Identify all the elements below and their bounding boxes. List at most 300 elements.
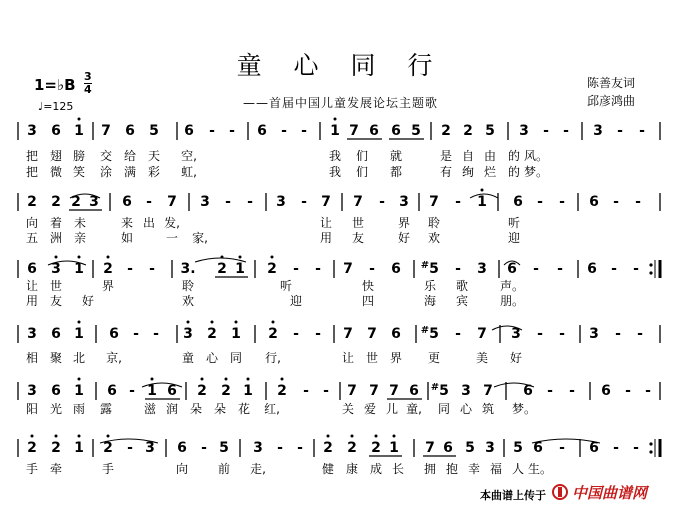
lyric-syllable: 微	[49, 165, 63, 179]
note: 2	[71, 194, 81, 210]
lyric-syllable: 爱	[363, 402, 377, 416]
note: 2	[441, 123, 451, 139]
note: 2	[221, 383, 231, 399]
dash-hold: -	[543, 123, 549, 139]
note: 2	[371, 440, 381, 456]
dash-hold: -	[127, 261, 133, 277]
lyric-syllable: 听	[279, 279, 293, 293]
note: 2	[27, 440, 37, 456]
lyric-syllable: 歌	[455, 279, 469, 293]
dash-hold: -	[129, 383, 135, 399]
lyric-syllable: 绚	[461, 165, 475, 179]
octave-up-dot	[78, 321, 81, 324]
lyric-syllable: 世	[365, 351, 379, 365]
note: 1	[74, 261, 84, 277]
lyric-syllable: 阳	[25, 402, 39, 416]
dash-hold: -	[613, 194, 619, 210]
note: 6	[125, 123, 135, 139]
lyric-syllable: 好	[81, 294, 95, 308]
lyric-syllable: 们	[355, 165, 369, 179]
octave-up-dot	[272, 321, 275, 324]
lyric-syllable: 虹,	[181, 165, 197, 179]
sharp-accidental: #	[420, 325, 430, 336]
lyric-syllable: 界	[389, 351, 403, 365]
note: 1	[74, 440, 84, 456]
lyric-syllable: 光	[49, 402, 63, 416]
lyric-syllable: 朋。	[499, 294, 525, 308]
lyric-syllable: 界	[397, 216, 411, 230]
lyric-syllable: 如	[120, 231, 134, 245]
lyric-syllable: 迎	[507, 231, 521, 245]
note: 6	[369, 123, 379, 139]
lyric-syllable: 红,	[264, 402, 280, 416]
note: 6	[587, 261, 597, 277]
dash-hold: -	[455, 261, 461, 277]
note: 6	[391, 261, 401, 277]
note: 3	[511, 326, 521, 342]
lyric-syllable: 手	[25, 462, 39, 476]
note: 6	[409, 383, 419, 399]
lyric-syllable: 我	[328, 165, 342, 179]
dash-hold: -	[537, 326, 543, 342]
note: 2	[103, 261, 113, 277]
lyric-syllable: 友	[49, 294, 63, 308]
lyric-syllable: 京,	[106, 351, 122, 365]
note: 3	[200, 194, 210, 210]
dash-hold: -	[133, 326, 139, 342]
note: 3.	[180, 261, 196, 277]
note: 6	[27, 261, 37, 277]
lyric-syllable: 前	[217, 462, 231, 476]
note: 1	[235, 261, 245, 277]
dash-hold: -	[293, 326, 299, 342]
note: 6	[167, 383, 177, 399]
dash-hold: -	[369, 261, 375, 277]
octave-up-dot	[351, 435, 354, 438]
note: 3	[51, 261, 61, 277]
note: 5	[411, 123, 421, 139]
octave-up-dot	[327, 435, 330, 438]
lyric-syllable: 空,	[181, 149, 197, 163]
octave-up-dot	[375, 435, 378, 438]
time-signature-numerator: 3	[84, 70, 92, 83]
octave-up-dot	[281, 378, 284, 381]
note: 1	[477, 194, 487, 210]
note: 6	[391, 326, 401, 342]
lyric-syllable: 是	[439, 149, 453, 163]
site-logo-link[interactable]: 中国曲谱网	[572, 484, 648, 502]
note: 6	[533, 440, 543, 456]
lyric-syllable: 好	[397, 231, 411, 245]
dash-hold: -	[303, 383, 309, 399]
note: 6	[523, 383, 533, 399]
lyric-syllable: 雨	[72, 402, 86, 416]
lyric-syllable: 心	[459, 402, 473, 416]
note: 3	[593, 123, 603, 139]
note: 3	[145, 440, 155, 456]
lyric-syllable: 家,	[192, 231, 208, 245]
dash-hold: -	[315, 261, 321, 277]
note: 2	[197, 383, 207, 399]
dash-hold: -	[209, 123, 215, 139]
lyric-syllable: 都	[389, 165, 403, 179]
note: 2	[267, 261, 277, 277]
lyric-syllable: 露	[99, 402, 113, 416]
octave-up-dot	[55, 256, 58, 259]
lyric-syllable: 花	[237, 402, 251, 416]
note: 3	[589, 326, 599, 342]
dash-hold: -	[297, 440, 303, 456]
lyric-syllable: 风。	[523, 149, 549, 163]
lyric-syllable: 聆	[181, 279, 195, 293]
lyric-syllable: 成	[369, 462, 383, 476]
lyric-syllable: 们	[355, 149, 369, 163]
lyric-syllable: 抱	[445, 462, 459, 476]
note: 6	[184, 123, 194, 139]
note: 1	[147, 383, 157, 399]
lyric-syllable: 童	[181, 351, 195, 365]
repeat-dot	[649, 263, 652, 266]
dash-hold: -	[611, 261, 617, 277]
octave-up-dot	[239, 256, 242, 259]
lyric-syllable: 向	[175, 462, 189, 476]
dash-hold: -	[455, 194, 461, 210]
lyric-syllable: 用	[25, 294, 39, 308]
lyric-syllable: 朵	[189, 402, 203, 416]
lyric-syllable: 滋	[143, 402, 157, 416]
note: 7	[425, 440, 435, 456]
note: 5	[465, 440, 475, 456]
note: 3	[183, 326, 193, 342]
dash-hold: -	[559, 194, 565, 210]
note: 1	[243, 383, 253, 399]
octave-up-dot	[187, 321, 190, 324]
note: 6	[513, 194, 523, 210]
lyric-syllable: 好	[509, 351, 523, 365]
lyric-syllable: 快	[361, 279, 375, 293]
dash-hold: -	[229, 123, 235, 139]
lyric-syllable: 涂	[99, 165, 113, 179]
site-logo-icon	[552, 484, 568, 500]
dash-hold: -	[455, 326, 461, 342]
lyric-syllable: 发,	[164, 216, 180, 230]
note: 3	[485, 440, 495, 456]
lyric-syllable: 宾	[455, 294, 469, 308]
lyric-syllable: 更	[427, 351, 441, 365]
octave-up-dot	[31, 435, 34, 438]
lyric-syllable: 关	[341, 402, 355, 416]
lyric-syllable: 满	[123, 165, 137, 179]
repeat-dot	[649, 450, 652, 453]
dash-hold: -	[149, 261, 155, 277]
dash-hold: -	[563, 123, 569, 139]
lyric-syllable: 五	[25, 231, 39, 245]
note: 7	[369, 383, 379, 399]
note: 2	[27, 194, 37, 210]
note: 6	[443, 440, 453, 456]
dash-hold: -	[379, 194, 385, 210]
octave-up-dot	[225, 378, 228, 381]
note: 7	[477, 326, 487, 342]
lyric-syllable: 把	[25, 165, 39, 179]
dash-hold: -	[323, 383, 329, 399]
dash-hold: -	[127, 440, 133, 456]
octave-up-dot	[334, 118, 337, 121]
note: 2	[217, 261, 227, 277]
lyric-syllable: 走,	[250, 462, 266, 476]
octave-up-dot	[107, 256, 110, 259]
octave-up-dot	[78, 256, 81, 259]
lyric-syllable: 行,	[265, 351, 281, 365]
note: 3	[27, 383, 37, 399]
note: 1	[389, 440, 399, 456]
lyric-syllable: 亲	[73, 231, 87, 245]
note: 7	[167, 194, 177, 210]
note: 1	[74, 326, 84, 342]
repeat-dot	[649, 271, 652, 274]
lyric-syllable: 梦。	[511, 402, 537, 416]
lyric-syllable: 友	[351, 231, 365, 245]
dash-hold: -	[569, 383, 575, 399]
lyric-syllable: 海	[423, 294, 437, 308]
lyric-syllable: 让	[341, 351, 355, 365]
dash-hold: -	[533, 261, 539, 277]
note: 6	[51, 123, 61, 139]
dash-hold: -	[639, 123, 645, 139]
lyric-syllable: 翅	[49, 149, 63, 163]
dash-hold: -	[615, 326, 621, 342]
dash-hold: -	[635, 194, 641, 210]
tempo-mark: ♩=125	[38, 100, 74, 113]
lyric-syllable: 生。	[527, 462, 553, 476]
note: 2	[103, 440, 113, 456]
note: 6	[391, 123, 401, 139]
lyric-syllable: 膀	[72, 149, 86, 163]
lyric-syllable: 让	[25, 279, 39, 293]
dash-hold: -	[559, 440, 565, 456]
lyric-syllable: 同	[229, 351, 243, 365]
composer-credit: 邱彦鸿曲	[586, 94, 635, 108]
dash-hold: -	[277, 440, 283, 456]
note: 2	[323, 440, 333, 456]
note: 3	[399, 194, 409, 210]
dash-hold: -	[153, 326, 159, 342]
lyricist-credit: 陈善友词	[586, 76, 635, 90]
lyric-syllable: 的	[507, 149, 521, 163]
dash-hold: -	[301, 194, 307, 210]
note: 6	[257, 123, 267, 139]
lyric-syllable: 润	[165, 402, 179, 416]
octave-up-dot	[151, 378, 154, 381]
lyric-syllable: 听	[507, 216, 521, 230]
dash-hold: -	[547, 383, 553, 399]
sharp-accidental: #	[420, 260, 430, 271]
lyric-syllable: 有	[439, 165, 453, 179]
sharp-accidental: #	[430, 382, 440, 393]
octave-up-dot	[55, 435, 58, 438]
song-subtitle: ——首届中国儿童发展论坛主题歌	[242, 96, 438, 110]
note: 6	[601, 383, 611, 399]
note: 5	[513, 440, 523, 456]
note: 6	[109, 326, 119, 342]
lyric-syllable: 筑	[481, 402, 495, 416]
lyric-syllable: 世	[351, 216, 365, 230]
lyric-syllable: 出	[142, 216, 156, 230]
dash-hold: -	[637, 326, 643, 342]
note: 2	[277, 383, 287, 399]
note: 7	[101, 123, 111, 139]
lyric-syllable: 让	[319, 216, 333, 230]
lyric-syllable: 人	[511, 462, 525, 476]
lyric-syllable: 来	[120, 216, 134, 230]
note: 2	[51, 194, 61, 210]
lyric-syllable: 自	[461, 149, 475, 163]
upload-notice: 本曲谱上传于	[480, 489, 546, 502]
note: 3	[276, 194, 286, 210]
repeat-dot	[649, 442, 652, 445]
note: 7	[321, 194, 331, 210]
dash-hold: -	[617, 123, 623, 139]
note: 3	[27, 123, 37, 139]
note: 6	[51, 326, 61, 342]
octave-up-dot	[78, 435, 81, 438]
dash-hold: -	[633, 440, 639, 456]
lyric-syllable: 未	[73, 216, 87, 230]
note: 6	[51, 383, 61, 399]
lyric-syllable: 美	[475, 351, 489, 365]
note: 2	[51, 440, 61, 456]
lyric-syllable: 拥	[423, 462, 437, 476]
lyric-syllable: 把	[25, 149, 39, 163]
dash-hold: -	[559, 326, 565, 342]
octave-up-dot	[201, 378, 204, 381]
lyric-syllable: 幸	[467, 462, 481, 476]
note: 5	[439, 383, 449, 399]
time-signature-denominator: 4	[84, 83, 92, 96]
lyric-syllable: 的	[507, 165, 521, 179]
lyric-syllable: 笑	[72, 165, 86, 179]
lyric-syllable: 我	[328, 149, 342, 163]
lyric-syllable: 儿	[385, 402, 399, 416]
dash-hold: -	[613, 440, 619, 456]
lyric-syllable: 朵	[213, 402, 227, 416]
note: 7	[343, 326, 353, 342]
note: 6	[122, 194, 132, 210]
lyric-syllable: 彩	[147, 165, 161, 179]
lyric-syllable: 烂	[483, 165, 497, 179]
lyric-syllable: 心	[205, 351, 219, 365]
note: 6	[107, 383, 117, 399]
note: 3	[27, 326, 37, 342]
octave-up-dot	[481, 189, 484, 192]
dash-hold: -	[645, 383, 651, 399]
dash-hold: -	[633, 261, 639, 277]
lyric-syllable: 长	[391, 462, 405, 476]
lyric-syllable: 聆	[427, 216, 441, 230]
lyric-syllable: 用	[319, 231, 333, 245]
dash-hold: -	[625, 383, 631, 399]
note: 7	[389, 383, 399, 399]
song-title: 童 心 同 行	[236, 51, 445, 80]
lyric-syllable: 给	[123, 149, 137, 163]
note: 3	[89, 194, 99, 210]
dash-hold: -	[301, 123, 307, 139]
note: 5	[429, 326, 439, 342]
octave-up-dot	[235, 321, 238, 324]
lyric-syllable: 同	[437, 402, 451, 416]
lyric-syllable: 康	[345, 462, 359, 476]
dash-hold: -	[537, 194, 543, 210]
lyric-syllable: 天	[147, 149, 161, 163]
note: 6	[589, 440, 599, 456]
dash-hold: -	[281, 123, 287, 139]
lyric-syllable: 由	[483, 149, 497, 163]
note: 1	[330, 123, 340, 139]
lyric-syllable: 聚	[49, 351, 63, 365]
dash-hold: -	[146, 194, 152, 210]
note: 7	[429, 194, 439, 210]
note: 7	[349, 123, 359, 139]
note: 6	[177, 440, 187, 456]
lyric-syllable: 交	[99, 149, 113, 163]
note: 5	[219, 440, 229, 456]
lyric-syllable: 一	[165, 231, 179, 245]
dash-hold: -	[315, 326, 321, 342]
lyric-syllable: 声。	[499, 279, 525, 293]
note: 3	[461, 383, 471, 399]
note: 3	[519, 123, 529, 139]
dash-hold: -	[247, 194, 253, 210]
lyric-syllable: 洲	[49, 231, 63, 245]
note: 2	[207, 326, 217, 342]
octave-up-dot	[107, 435, 110, 438]
note: 5	[149, 123, 159, 139]
dash-hold: -	[201, 440, 207, 456]
lyric-syllable: 乐	[423, 279, 437, 293]
note: 2	[463, 123, 473, 139]
note: 3	[253, 440, 263, 456]
lyric-syllable: 健	[321, 462, 335, 476]
dash-hold: -	[225, 194, 231, 210]
lyric-syllable: 相	[25, 351, 39, 365]
octave-up-dot	[78, 378, 81, 381]
note: 2	[347, 440, 357, 456]
octave-up-dot	[211, 321, 214, 324]
lyric-syllable: 就	[389, 149, 403, 163]
dash-hold: -	[293, 261, 299, 277]
lyric-syllable: 北	[72, 351, 86, 365]
dash-hold: -	[557, 261, 563, 277]
note: 5	[485, 123, 495, 139]
lyric-syllable: 世	[49, 279, 63, 293]
note: 7	[483, 383, 493, 399]
lyric-syllable: 梦。	[523, 165, 549, 179]
note: 1	[74, 123, 84, 139]
note: 5	[429, 261, 439, 277]
lyric-syllable: 界	[101, 279, 115, 293]
octave-up-dot	[247, 378, 250, 381]
lyric-syllable: 欢	[181, 294, 195, 308]
note: 7	[343, 261, 353, 277]
lyric-syllable: 着	[49, 216, 63, 230]
lyric-syllable: 迎	[289, 294, 303, 308]
lyric-syllable: 童,	[406, 402, 422, 416]
note: 6	[589, 194, 599, 210]
note: 2	[268, 326, 278, 342]
note: 7	[367, 326, 377, 342]
lyric-syllable: 欢	[427, 231, 441, 245]
note: 7	[347, 383, 357, 399]
